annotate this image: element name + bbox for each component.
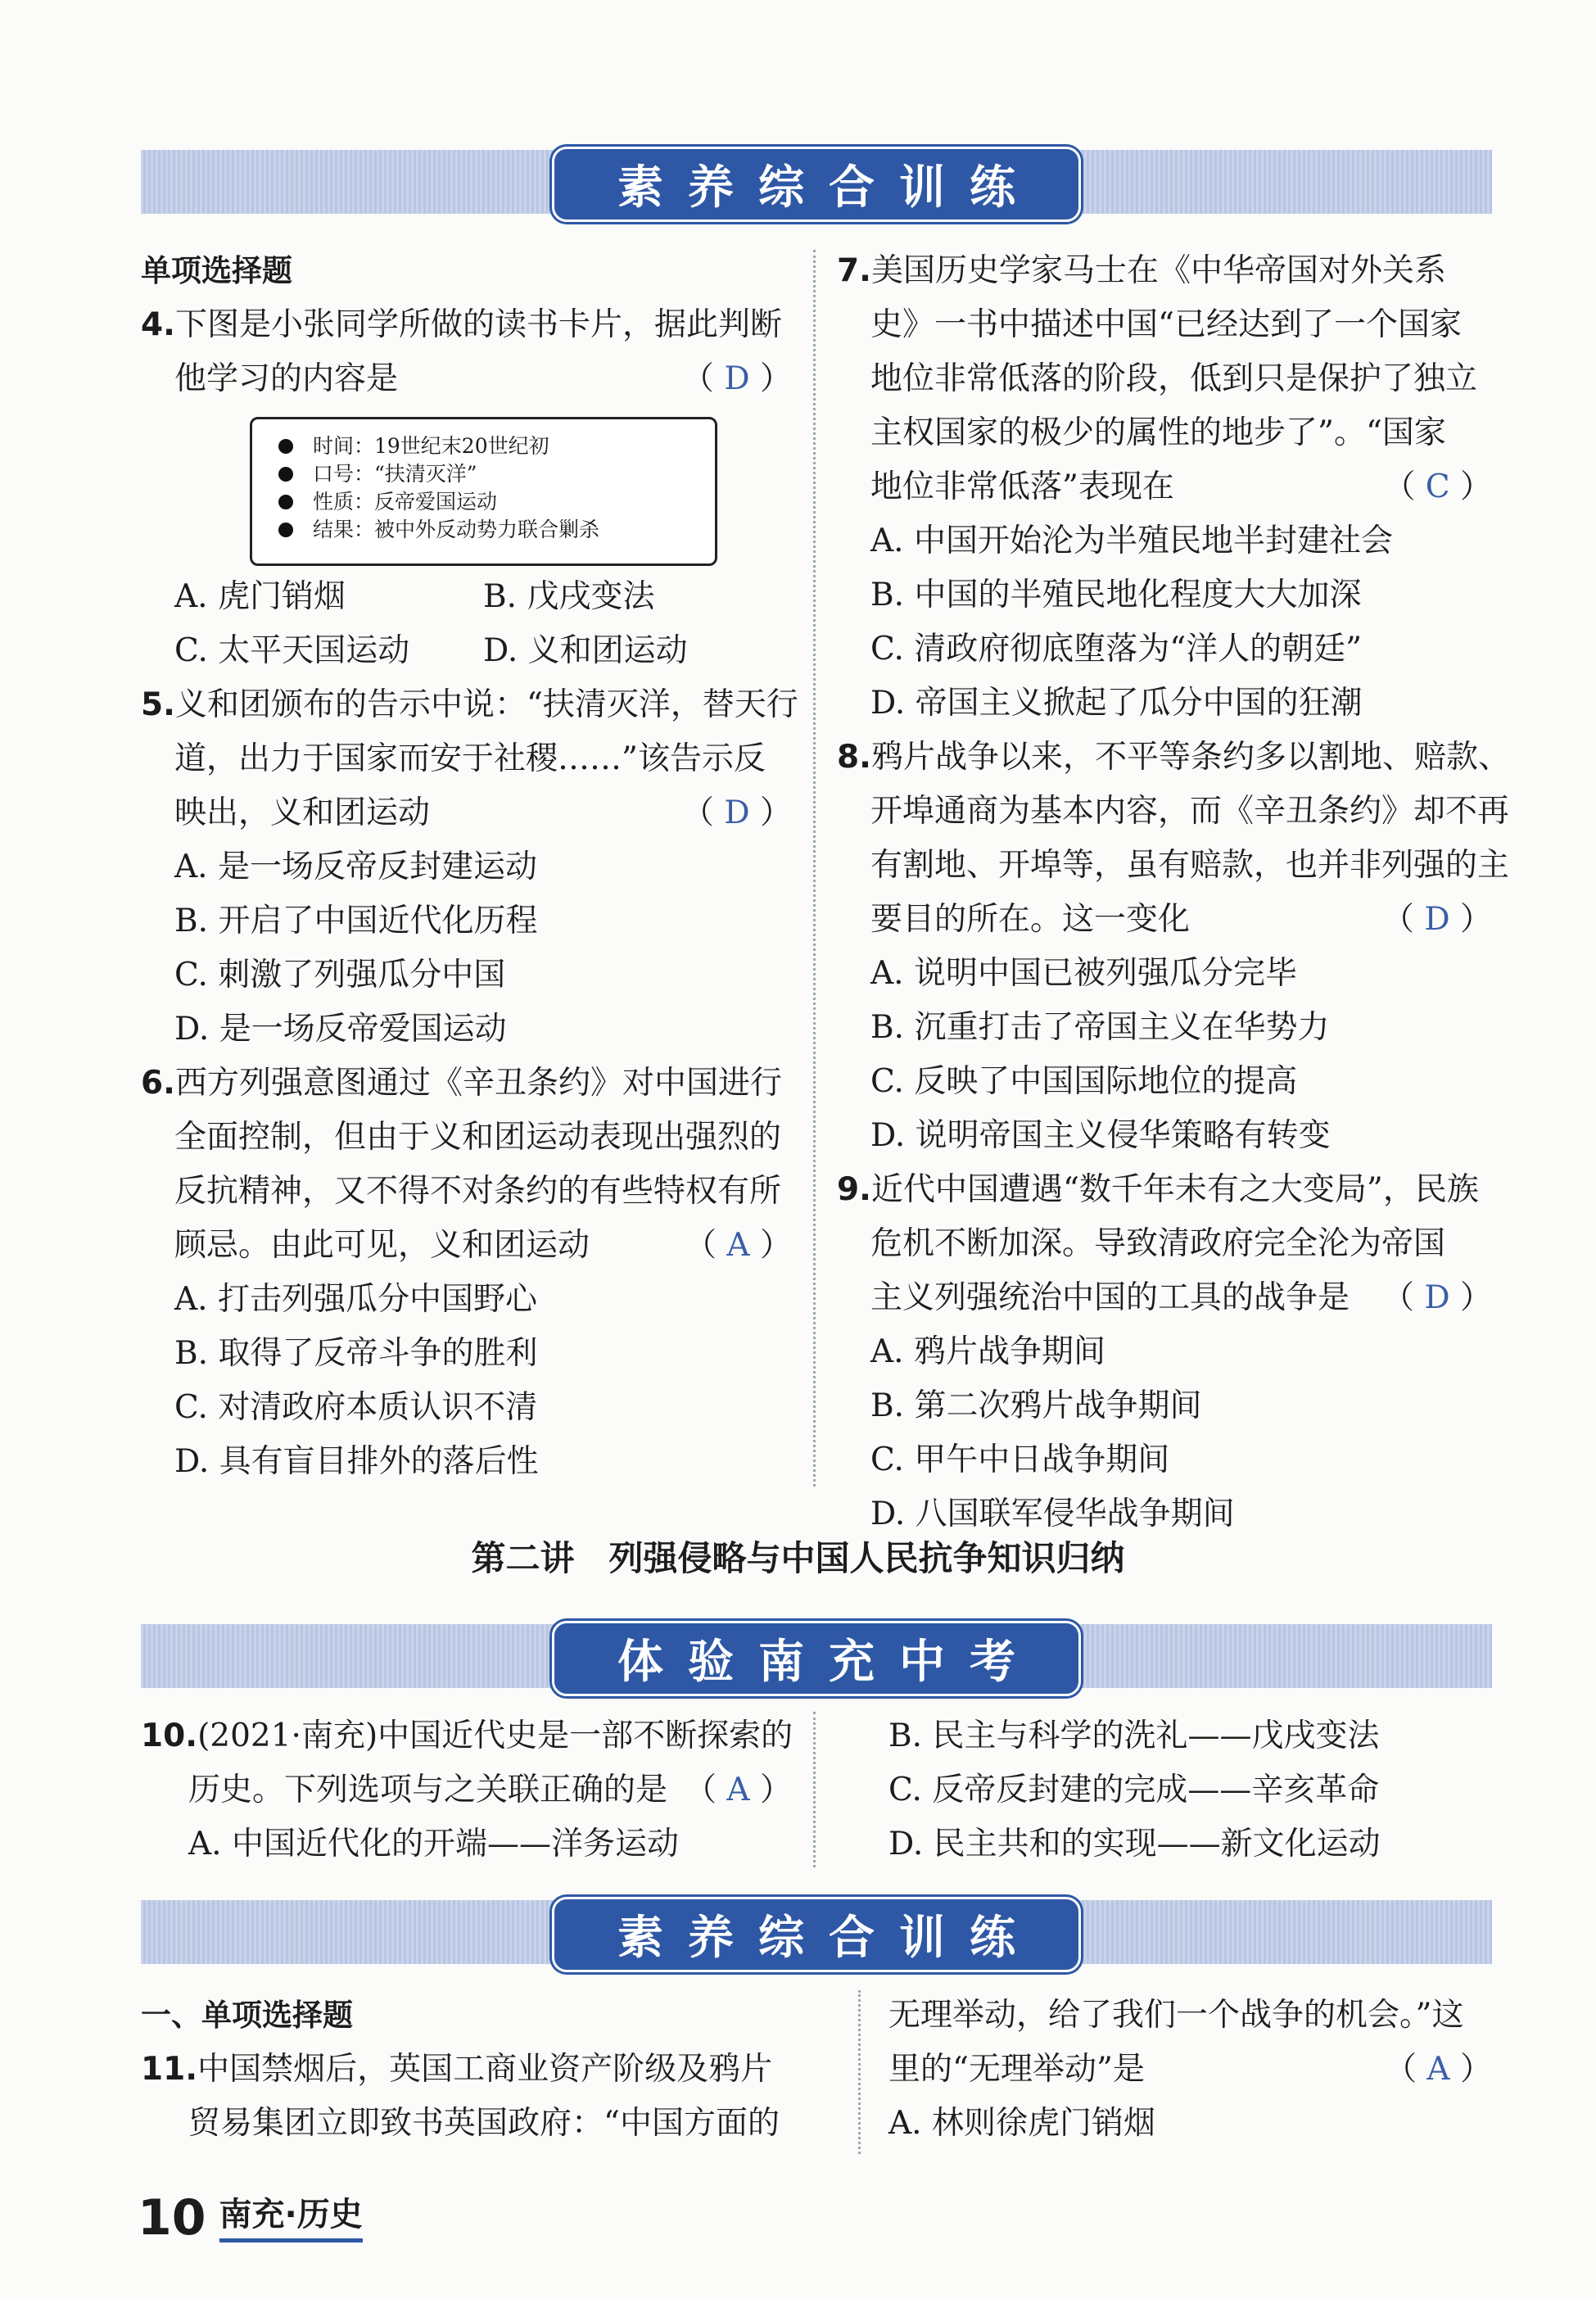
option-d: D. 是一场反帝爱国运动 [174,1011,507,1048]
answer-letter: C [1425,468,1450,505]
bullet-icon [278,439,293,454]
page-footer [138,2188,363,2247]
option-b: B. 第二次鸦片战争期间 [870,1387,1202,1424]
question-number: 10. [141,1717,198,1754]
banner-pill [552,147,1081,222]
question-text: 下图是小张同学所做的读书卡片，据此判断 [174,306,782,343]
question-number: 11. [141,2051,198,2088]
option-c: C. 太平天国运动 [174,632,410,669]
section-heading: 单项选择题 [141,253,292,288]
option-b: B. 民主与科学的洗礼——戊戌变法 [888,1717,1380,1754]
card-row: 结果：被中外反动势力联合剿杀 [252,516,715,544]
answer-box: （ D ） [681,360,792,397]
question-number: 9. [837,1171,871,1208]
question-number: 6. [141,1065,175,1102]
answer-box: （ C ） [1383,468,1492,505]
option-a: A. 中国近代化的开端——洋务运动 [188,1826,679,1862]
option-c: C. 甲午中日战争期间 [870,1441,1170,1478]
question-text: 主权国家的极少的属性的地步了”。“国家 [870,414,1446,451]
banner-title: 素养综合训练 [617,161,1040,215]
question-text: 无理举动，给了我们一个战争的机会。”这 [888,1997,1464,2034]
question-text: 历史。下列选项与之关联正确的是 [188,1772,668,1808]
question-number: 8. [837,739,871,776]
chapter-subtitle: 第二讲 列强侵略与中国人民抗争知识归纳 [471,1538,1125,1578]
question-text: 顾忌。由此可见，义和团运动 [174,1227,590,1264]
answer-letter: A [726,1227,750,1264]
option-d: D. 帝国主义掀起了瓜分中国的狂潮 [870,685,1363,722]
column-divider [813,1712,816,1867]
answer-letter: D [1424,901,1450,938]
left-column-3 [141,1989,792,2151]
banner-pill [552,1897,1081,1972]
answer-letter: D [1424,1279,1450,1316]
option-a: A. 中国开始沦为半殖民地半封建社会 [870,523,1393,559]
right-column-1 [837,244,1510,1541]
banner-title: 体验南充中考 [617,1636,1040,1689]
question-6 [141,1057,792,1489]
card-row: 口号：“扶清灭洋” [252,460,715,488]
question-text: 中国禁烟后，英国工商业资产阶级及鸦片 [197,2051,773,2088]
bullet-icon [278,523,293,537]
question-text: 近代中国遭遇“数千年未有之大变局”，民族 [870,1171,1479,1208]
question-8 [837,731,1510,1163]
question-text: 西方列强意图通过《辛丑条约》对中国进行 [174,1065,782,1102]
answer-letter: D [724,360,750,397]
card-row: 性质：反帝爱国运动 [252,488,715,516]
bullet-icon [278,467,293,482]
question-9 [837,1163,1492,1541]
left-column-2 [141,1709,792,1871]
section-heading: 一、单项选择题 [141,1998,353,2033]
question-5 [141,678,798,1057]
question-text: 地位非常低落的阶段，低到只是保护了独立 [870,360,1478,397]
question-text: 美国历史学家马士在《中华帝国对外关系 [870,252,1446,289]
question-number: 4. [141,306,175,343]
right-column-3 [888,1989,1492,2151]
answer-box: （ D ） [1381,901,1492,938]
question-number: 7. [837,252,871,289]
answer-box: （ A ） [1385,2051,1492,2088]
option-a: A. 是一场反帝反封建运动 [174,849,537,885]
question-text: 义和团颁布的告示中说：“扶清灭洋，替天行 [174,686,798,723]
question-text: 开埠通商为基本内容，而《辛丑条约》却不再 [870,793,1510,830]
book-label: 南充·历史 [219,2188,363,2242]
answer-box: （ D ） [681,794,792,831]
answer-letter: D [724,794,750,831]
question-text: 全面控制，但由于义和团运动表现出强烈的 [174,1119,782,1156]
column-divider [813,250,816,1487]
answer-box: （ A ） [685,1227,792,1264]
option-b: B. 沉重打击了帝国主义在华势力 [870,1009,1330,1046]
question-text: 道，出力于国家而安于社稷……”该告示反 [174,740,766,777]
banner-title: 素养综合训练 [617,1912,1040,1965]
option-b: B. 中国的半殖民地化程度大大加深 [870,577,1362,613]
question-text: (2021·南充)中国近代史是一部不断探索的 [197,1717,793,1754]
question-text: 他学习的内容是 [174,360,399,397]
question-text: 要目的所在。这一变化 [870,901,1191,938]
answer-letter: A [1426,2051,1450,2088]
option-c: C. 刺激了列强瓜分中国 [174,957,506,993]
section-banner-2 [141,1624,1492,1688]
option-a: A. 虎门销烟 [174,578,346,615]
question-7 [837,244,1492,731]
right-column-2 [888,1709,1492,1871]
banner-pill [552,1621,1081,1696]
options-row [141,570,792,624]
question-text: 映出，义和团运动 [174,794,431,831]
option-d: D. 义和团运动 [483,632,688,669]
option-a: A. 鸦片战争期间 [870,1333,1105,1370]
option-b: B. 取得了反帝斗争的胜利 [174,1335,538,1372]
option-c: C. 对清政府本质认识不清 [174,1389,538,1426]
option-b: B. 开启了中国近代化历程 [174,903,538,939]
option-d: D. 民主共和的实现——新文化运动 [888,1826,1381,1862]
option-b: B. 戊戌变法 [483,578,655,615]
page-number: 10 [138,2189,206,2247]
option-a: A. 打击列强瓜分中国野心 [174,1281,537,1318]
option-d: D. 具有盲目排外的落后性 [174,1443,539,1480]
option-a: A. 说明中国已被列强瓜分完毕 [870,955,1297,992]
question-text: 有割地、开埠等，虽有赔款，也并非列强的主 [870,847,1510,884]
question-text: 危机不断加深。导致清政府完全沦为帝国 [870,1225,1446,1262]
option-c: C. 清政府彻底堕落为“洋人的朝廷” [870,631,1363,668]
question-text: 反抗精神，又不得不对条约的有些特权有所 [174,1173,782,1210]
option-c: C. 反映了中国国际地位的提高 [870,1063,1298,1100]
question-text: 里的“无理举动”是 [888,2051,1145,2088]
question-text: 主义列强统治中国的工具的战争是 [870,1279,1350,1316]
bullet-icon [278,495,293,509]
question-number: 5. [141,686,175,723]
answer-box: （ A ） [685,1772,792,1808]
options-row [141,624,792,678]
reading-card [250,417,717,566]
column-divider [858,1990,861,2154]
question-text: 地位非常低落”表现在 [870,468,1174,505]
option-a: A. 林则徐虎门销烟 [888,2105,1155,2142]
question-text: 史》一书中描述中国“已经达到了一个国家 [870,306,1462,343]
section-banner-3 [141,1900,1492,1964]
answer-box: （ D ） [1381,1279,1492,1316]
question-text: 贸易集团立即致书英国政府：“中国方面的 [188,2105,780,2142]
option-c: C. 反帝反封建的完成——辛亥革命 [888,1772,1380,1808]
option-d: D. 八国联军侵华战争期间 [870,1496,1235,1532]
answer-letter: A [726,1772,750,1808]
option-d: D. 说明帝国主义侵华策略有转变 [870,1117,1331,1154]
card-row: 时间：19世纪末20世纪初 [252,432,715,460]
question-text: 鸦片战争以来，不平等条约多以割地、赔款、 [870,739,1510,776]
section-banner-1 [141,150,1492,214]
